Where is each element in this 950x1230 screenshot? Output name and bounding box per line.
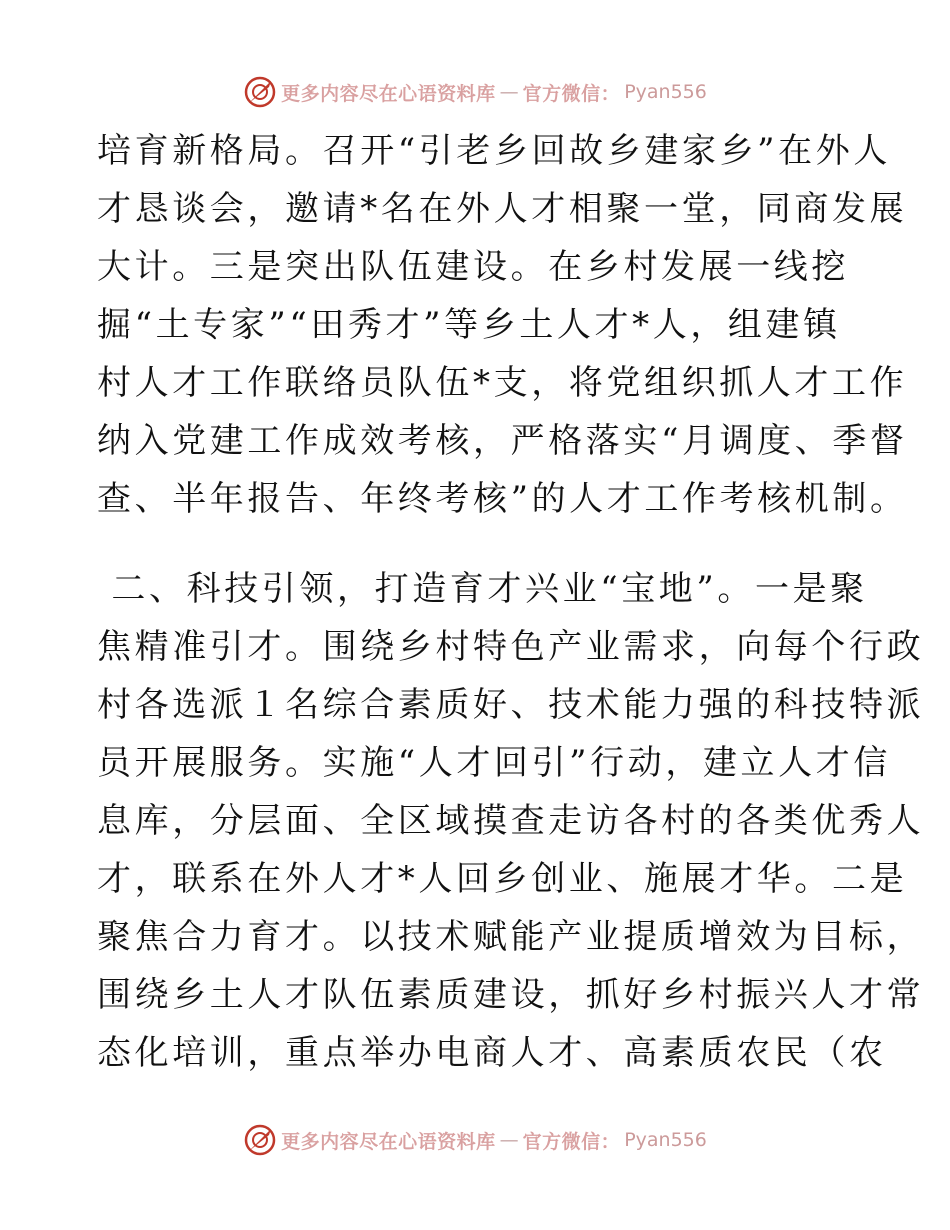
text-line: 二、科技引领，打造育才兴业“宝地”。一是聚 <box>97 569 868 609</box>
text-line: 态化培训，重点举办电商人才、高素质农民（农 <box>97 1033 887 1073</box>
paragraph-2 <box>97 560 925 1082</box>
text-line: 焦精准引才。围绕乡村特色产业需求，向每个行政 <box>97 627 925 667</box>
watermark-text: 更多内容尽在心语资料库 <box>281 1130 496 1153</box>
text-line: 聚焦合力育才。以技术赋能产业提质增效为目标， <box>97 917 925 957</box>
watermark-label: 官方微信： <box>522 82 621 105</box>
text-line: 培育新格局。召开“引老乡回故乡建家乡”在外人 <box>97 131 891 171</box>
text-line: 掘“土专家”“田秀才”等乡土人才*人，组建镇 <box>97 305 841 345</box>
watermark-dash: — <box>499 1129 519 1151</box>
text-line: 村各选派１名综合素质好、技术能力强的科技特派 <box>97 685 925 725</box>
text-line: 纳入党建工作成效考核，严格落实“月调度、季督 <box>97 421 908 461</box>
paragraph-1 <box>97 122 908 528</box>
watermark-dash: — <box>499 81 519 103</box>
paragraph-spacer <box>97 528 857 560</box>
text-line: 息库，分层面、全区域摸查走访各村的各类优秀人 <box>97 801 925 841</box>
text-line: 围绕乡土人才队伍素质建设，抓好乡村振兴人才常 <box>97 975 925 1015</box>
logo-icon <box>243 1123 277 1157</box>
watermark-id: Pyan556 <box>624 1129 707 1151</box>
document-body <box>97 122 925 1082</box>
watermark-footer <box>0 1120 950 1160</box>
logo-icon <box>243 75 277 109</box>
watermark-id: Pyan556 <box>624 81 707 103</box>
watermark-header <box>0 72 950 112</box>
text-line: 才恳谈会，邀请*名在外人才相聚一堂，同商发展 <box>97 189 908 229</box>
text-line: 员开展服务。实施“人才回引”行动，建立人才信 <box>97 743 891 783</box>
watermark-text: 更多内容尽在心语资料库 <box>281 82 496 105</box>
text-line: 大计。三是突出队伍建设。在乡村发展一线挖 <box>97 247 849 287</box>
watermark-label: 官方微信： <box>522 1130 621 1153</box>
text-line: 才，联系在外人才*人回乡创业、施展才华。二是 <box>97 859 908 899</box>
text-line: 村人才工作联络员队伍*支，将党组织抓人才工作 <box>97 363 908 403</box>
text-line: 查、半年报告、年终考核”的人才工作考核机制。 <box>97 479 908 519</box>
